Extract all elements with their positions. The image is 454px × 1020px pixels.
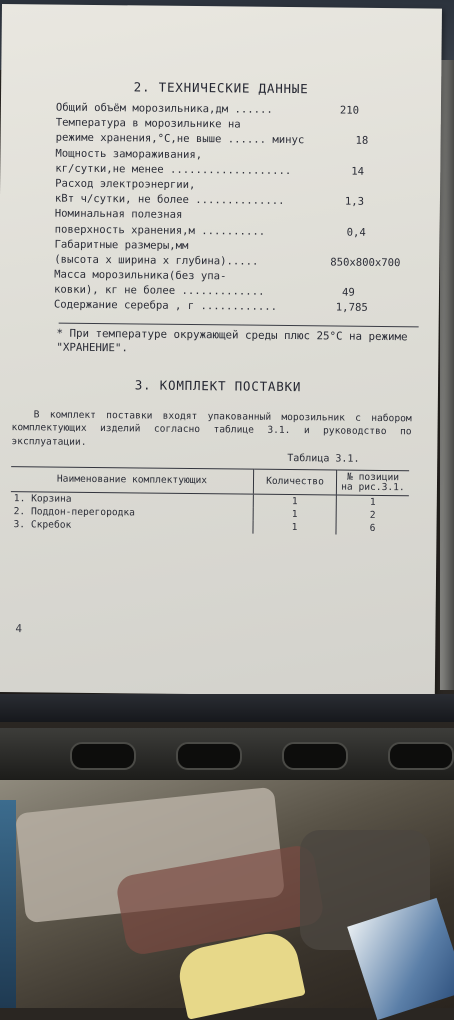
header-quantity: Количество <box>253 469 336 495</box>
spec-label: Расход электроэнергии, <box>55 177 196 191</box>
kit-paragraph: В комплект поставки входят упакованный морозильник с набором комплектующих изделий согласно таблице 3.1. и руководство по эксплуатации. <box>11 409 412 448</box>
table-caption: Таблица 3.1. <box>287 453 360 465</box>
spec-label: Масса морозильника(без упа- <box>54 268 227 283</box>
header-position: № позиции на рис.3.1. <box>336 470 409 496</box>
spec-value: 850х800х700 <box>330 256 401 270</box>
handle-slot <box>388 742 454 770</box>
header-name: Наименование комплектующих <box>11 467 254 495</box>
footnote: * При температуре окружающей среды плюс 25°С на режиме "ХРАНЕНИЕ". <box>56 326 408 355</box>
cell-quantity: 1 <box>253 521 336 535</box>
spec-label: Номинальная полезная <box>54 207 183 222</box>
cell-position: 1 <box>336 495 409 509</box>
blue-strip <box>0 800 16 1008</box>
spec-label: Общий объём морозильника,дм ...... <box>55 101 273 116</box>
handle-slot <box>282 742 348 770</box>
spec-label: (высота х ширина х глубина)..... <box>54 253 259 268</box>
spec-label: Содержание серебра , г ............ <box>53 298 278 314</box>
cell-quantity: 1 <box>253 508 336 522</box>
table-row <box>10 518 408 535</box>
spec-label: режиме хранения,°С,не выше ...... минус <box>55 131 305 147</box>
spec-value: 1,3 <box>344 195 365 208</box>
spec-label: Габаритные размеры,мм <box>54 238 189 252</box>
spec-value: 210 <box>339 104 360 117</box>
dark-bar <box>0 694 454 722</box>
spec-value: 0,4 <box>346 226 366 239</box>
spec-label: кВт ч/сутки, не более .............. <box>54 192 285 208</box>
kit-heading: 3. КОМПЛЕКТ ПОСТАВКИ <box>134 377 302 395</box>
spec-value: 1,785 <box>335 301 368 315</box>
page-number: 4 <box>15 622 23 636</box>
spec-label: кг/сутки,не менее ................... <box>55 162 292 177</box>
spec-value: 18 <box>355 135 369 148</box>
cell-name: 3. Скребок <box>13 519 72 531</box>
kit-table <box>10 466 409 535</box>
spec-list <box>54 101 426 317</box>
spec-label: поверхность хранения,м .......... <box>54 223 266 238</box>
handle-slot <box>176 742 242 770</box>
spec-value: 49 <box>341 286 355 299</box>
spec-label: Мощность замораживания, <box>55 147 203 161</box>
cell-position: 2 <box>336 509 409 523</box>
cell-quantity: 1 <box>253 494 336 508</box>
tech-data-heading: 2. ТЕХНИЧЕСКИЕ ДАННЫЕ <box>133 79 309 97</box>
cell-name: 2. Поддон-перегородка <box>13 506 136 519</box>
handle-slot <box>70 742 136 770</box>
spec-value: 14 <box>351 165 365 178</box>
page-edge-shadow <box>440 60 454 690</box>
spec-line <box>54 298 424 317</box>
cell-position: 6 <box>336 522 409 536</box>
spec-label: ковки), кг не более ............. <box>53 283 265 299</box>
cell-name: 1. Корзина <box>13 493 72 505</box>
document-page <box>0 4 442 697</box>
spec-label: Температура в морозильнике на <box>55 116 241 131</box>
